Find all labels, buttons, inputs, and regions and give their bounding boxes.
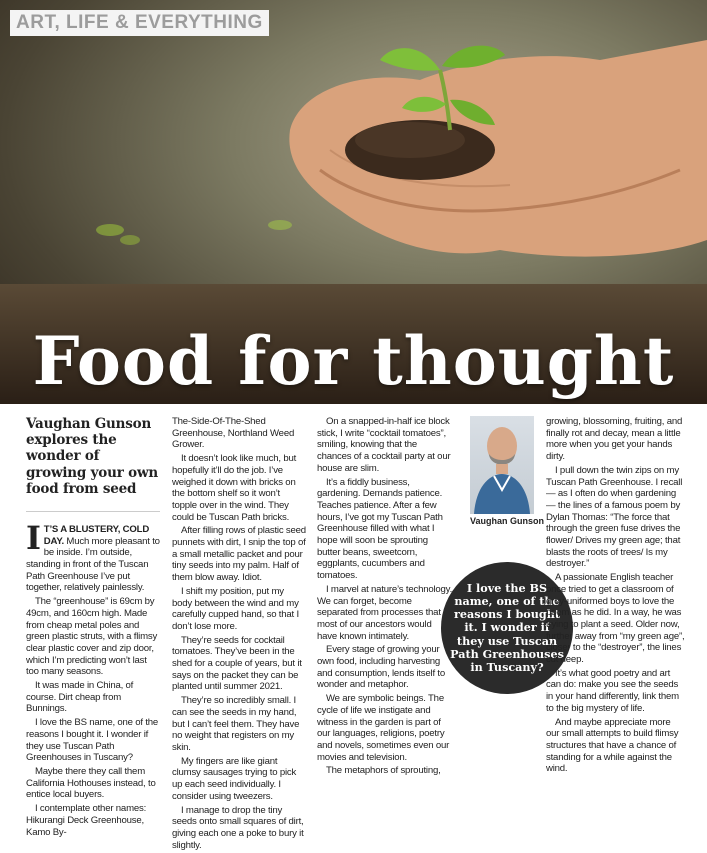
article-paragraph: Every stage of growing your own food, including harvesting and consumption, lends itself to wonder and metaphor.: [317, 644, 445, 691]
article-paragraph: The-Side-Of-The-Shed Greenhouse, Northland Weed Grower.: [172, 416, 295, 451]
standfirst: Vaughan Gunson explores the wonder of growing your own food from seed: [26, 416, 160, 512]
article-paragraph: I love the BS name, one of the reasons I bought it. I wonder if they use Tuscan Path Greenhouses in Tuscany?: [26, 717, 159, 764]
article-paragraph: Maybe there they call them California Hothouses instead, to entice local buyers.: [26, 766, 156, 801]
author-portrait-icon: [470, 416, 534, 514]
article-paragraph: growing, blossoming, fruiting, and finally rot and decay, mean a little more when you get your hands dirty.: [546, 416, 683, 463]
article-paragraph: It’s what good poetry and art can do: make you see the seeds in your hand differently, link them to the big mystery of life.: [546, 667, 679, 714]
article-paragraph: They’re seeds for cocktail tomatoes. They’ve been in the shed for a couple of years, but it says on the packet they can be planted until summer 2021.: [172, 634, 302, 693]
article-paragraph: And maybe appreciate more our small attempts to build flimsy structures that have a chance of standing for a while against the wind.: [546, 716, 679, 775]
article-paragraph: They’re so incredibly small. I can see the seeds in my hand, but I can’t feel them. They have no weight that registers on my skin.: [172, 695, 300, 753]
dropcap: I: [26, 518, 41, 557]
article-text: Much more pleasant to be inside. I’m outside, standing in front of the Tuscan Path Greenhouse I’ve put together, relatively painlessly.: [26, 535, 160, 594]
article-paragraph: I manage to drop the tiny seeds onto small squares of dirt, giving each one a poke to bury it slightly.: [172, 804, 304, 851]
article-paragraph: It was made in China, of course. Dirt cheap from Bunnings.: [26, 680, 134, 715]
article-paragraph: The “greenhouse” is 69cm by 49cm, and 160cm high. Made from cheap metal poles and green plastic struts, with a flimsy clear plastic cover and zip door, which I’m predicting won’t last too many seasons.: [26, 596, 158, 678]
article-paragraph: After filling rows of plastic seed punnets with dirt, I snip the top of a small metallic packet and pour tiny seeds into my palm. Half of them blow away. Idiot.: [172, 525, 306, 584]
article-paragraph: I marvel at nature’s technology. We can forget, become separated from processes that most of our ancestors would have known intimately.: [317, 583, 453, 642]
article-paragraph: I shift my position, put my body between the wind and my carefully cupped hand, so that I don’t lose more.: [172, 585, 299, 632]
article-paragraph: It’s a fiddly business, gardening. Demands patience. Teaches patience. After a few hours, I’ve got my Tuscan Path Greenhouse filled with what I hope will soon be sprouting butter beans, sweetcorn, eggplants, cucumbers and tomatoes.: [317, 476, 443, 582]
hero-photo: [0, 0, 707, 404]
author-photo: [470, 416, 534, 514]
article-paragraph: A passionate English teacher once tried to get a classroom of grey-uniformed boys to love the poem as he did. In a way, he was trying to plant a seed. Older now, further away from “my green age”, closer to the “destroyer”, the lines cut deep.: [546, 572, 685, 666]
article-paragraph: We are symbolic beings. The cycle of life we instigate and witness in the garden is part of our languages, religions, poetry and novels, sometimes even our movies and television.: [317, 693, 450, 763]
article-paragraph: The metaphors of sprouting,: [326, 765, 441, 777]
article-column-3: [317, 416, 453, 779]
pull-quote-text: I love the BS name, one of the reasons I bought it. I wonder if they use Tuscan Path Greenhouses in Tuscany?: [450, 580, 564, 675]
article-column-4: [546, 416, 686, 777]
article-column-1: [26, 416, 160, 840]
lead-in: T’S A BLUSTERY, COLD DAY.: [43, 523, 150, 547]
article-paragraph: On a snapped-in-half ice block stick, I write “cocktail tomatoes”, smiling, knowing that the chances of a cocktail party at our house are slim.: [317, 416, 451, 474]
article-paragraph: [26, 518, 160, 594]
article-paragraph: I contemplate other names: Hikurangi Deck Greenhouse, Kamo By-: [26, 803, 147, 838]
page-title: Food for thought: [32, 322, 675, 400]
section-label: ART, LIFE & EVERYTHING: [10, 10, 269, 36]
article-paragraph: My fingers are like giant clumsy sausages trying to pick up each seed individually. I consider using tweezers.: [172, 755, 297, 802]
photo-caption: Vaughan Gunson: [470, 516, 545, 526]
article-paragraph: I pull down the twin zips on my Tuscan Path Greenhouse. I recall — as I often do when gardening — the lines of a famous poem by Dylan Thomas: “The force that through the green fuse drives the flower/ Drives my green age; that blasts the roots of trees/ Is my destroyer.”: [546, 464, 683, 570]
article-column-2: [172, 416, 306, 853]
article-paragraph: It doesn’t look like much, but hopefully it’ll do the job. I’ve weighed it down with bricks on the bottom shelf so it won’t topple over in the wind. They could be Tuscan Path bricks.: [172, 453, 297, 523]
